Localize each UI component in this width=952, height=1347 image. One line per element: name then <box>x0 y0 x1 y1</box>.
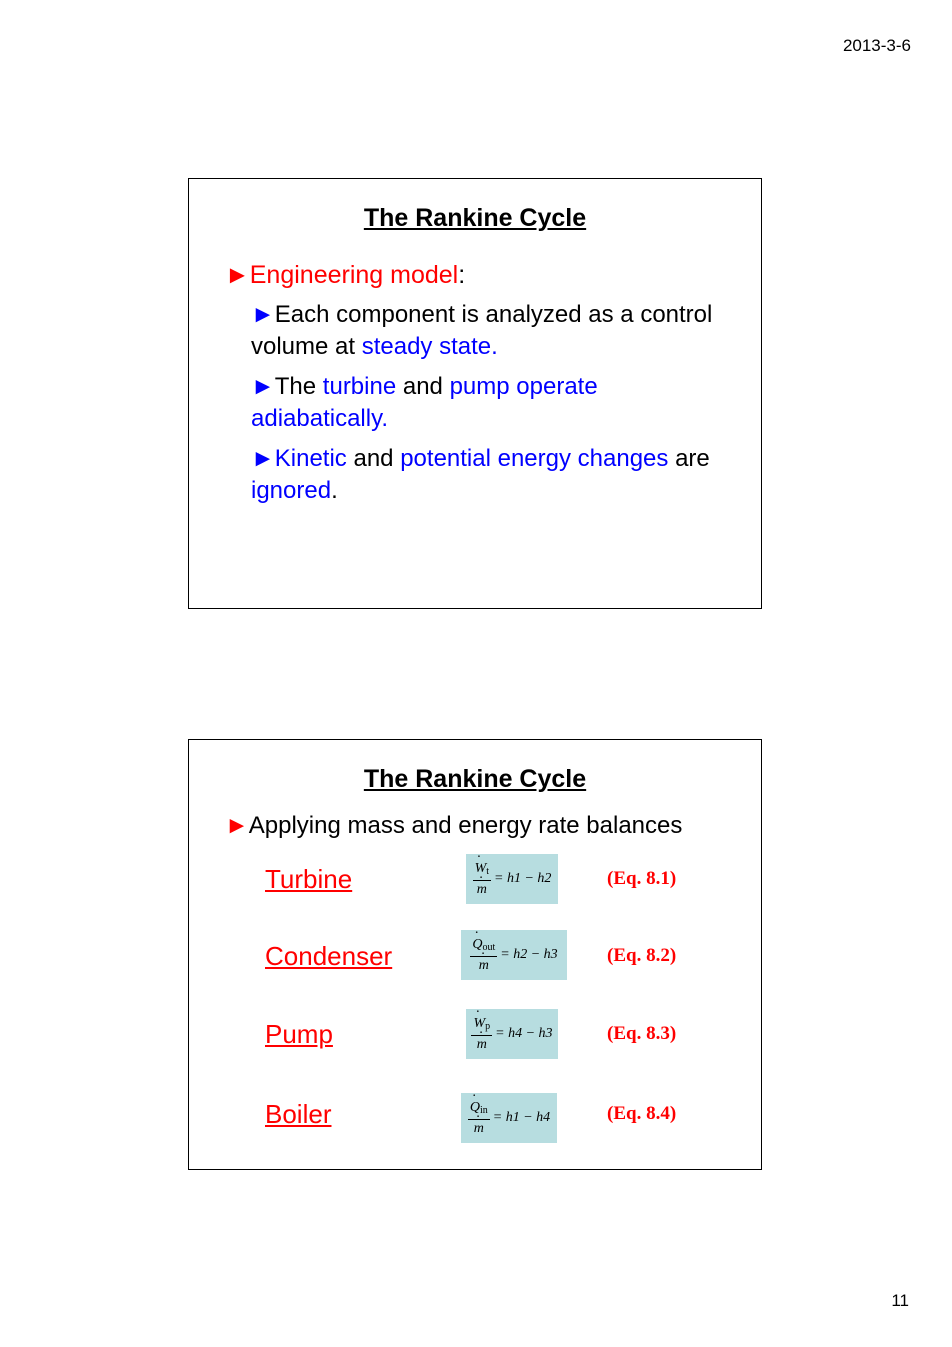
component-label: Boiler <box>265 1099 332 1129</box>
numerator-subscript: t <box>486 866 490 877</box>
bullet-label: Engineering model <box>249 261 459 289</box>
bullet-triangle-icon: ► <box>225 261 250 289</box>
slide-rate-balances <box>188 739 762 1170</box>
sub-bullet-2 <box>251 371 741 435</box>
component-label: Pump <box>265 1019 333 1049</box>
slide-engineering-model <box>188 178 762 609</box>
equation-row-condenser <box>189 930 761 982</box>
text-run: Kinetic <box>274 445 347 472</box>
equation-row-turbine <box>189 854 761 906</box>
numerator-symbol: · Q <box>472 937 482 952</box>
component-label: Condenser <box>265 941 393 971</box>
text-run: Each component is analyzed as a control volume at <box>251 301 713 360</box>
equation-box <box>466 854 558 904</box>
sub-bullet-3 <box>251 443 741 507</box>
main-bullet <box>225 260 465 290</box>
fraction <box>471 1015 492 1053</box>
denominator: · m <box>474 1121 484 1136</box>
text-run: The <box>274 373 323 400</box>
bullet-triangle-icon: ► <box>251 301 275 328</box>
main-bullet <box>225 811 682 841</box>
equation-row-boiler <box>189 1093 761 1145</box>
text-run: steady state <box>361 333 492 360</box>
numerator-subscript: p <box>485 1021 491 1032</box>
page-date: 2013-3-6 <box>842 36 911 55</box>
equation-box <box>461 930 567 980</box>
text-run: . <box>331 477 338 504</box>
bullet-triangle-icon: ► <box>225 812 249 839</box>
equation-rhs: = h4 − h3 <box>495 1026 553 1041</box>
denominator: · m <box>479 958 489 973</box>
bullet-triangle-icon: ► <box>251 373 275 400</box>
numerator-subscript: out <box>482 942 496 953</box>
equation-number: (Eq. 8.1) <box>607 868 677 889</box>
bullet-triangle-icon: ► <box>251 445 275 472</box>
text-run: ignored <box>251 477 332 504</box>
numerator-subscript: in <box>479 1105 488 1116</box>
text-run: potential energy changes <box>400 445 669 472</box>
fraction <box>468 1099 490 1137</box>
text-run: . <box>381 405 388 432</box>
slide-title: The Rankine Cycle <box>363 765 587 793</box>
sub-bullet-1 <box>251 299 741 363</box>
equation-box <box>461 1093 557 1143</box>
fraction <box>470 936 497 974</box>
text-run: and <box>396 373 450 400</box>
denominator: · m <box>477 882 487 897</box>
equation-box <box>466 1009 558 1059</box>
equation-rhs: = h2 − h3 <box>500 947 558 962</box>
text-run: are <box>668 445 710 472</box>
numerator-symbol: · W <box>473 1016 485 1031</box>
numerator-symbol: · Q <box>470 1100 480 1115</box>
fraction <box>473 860 491 898</box>
bullet-suffix: : <box>458 261 466 289</box>
equation-number: (Eq. 8.2) <box>607 945 677 966</box>
page-number: 11 <box>891 1291 909 1310</box>
text-run: turbine <box>322 373 397 400</box>
denominator: · m <box>477 1037 487 1052</box>
numerator-symbol: · W <box>475 861 487 876</box>
text-run: pump operate adiabatically <box>251 373 598 432</box>
equation-number: (Eq. 8.3) <box>607 1023 677 1044</box>
slide-title: The Rankine Cycle <box>363 204 587 232</box>
component-label: Turbine <box>265 864 353 894</box>
equation-number: (Eq. 8.4) <box>607 1103 677 1124</box>
bullet-text: Applying mass and energy rate balances <box>248 812 683 839</box>
text-run: . <box>491 333 498 360</box>
text-run: and <box>346 445 401 472</box>
equation-rhs: = h1 − h4 <box>492 1110 551 1125</box>
equation-row-pump <box>189 1009 761 1061</box>
equation-rhs: = h1 − h2 <box>494 871 552 886</box>
